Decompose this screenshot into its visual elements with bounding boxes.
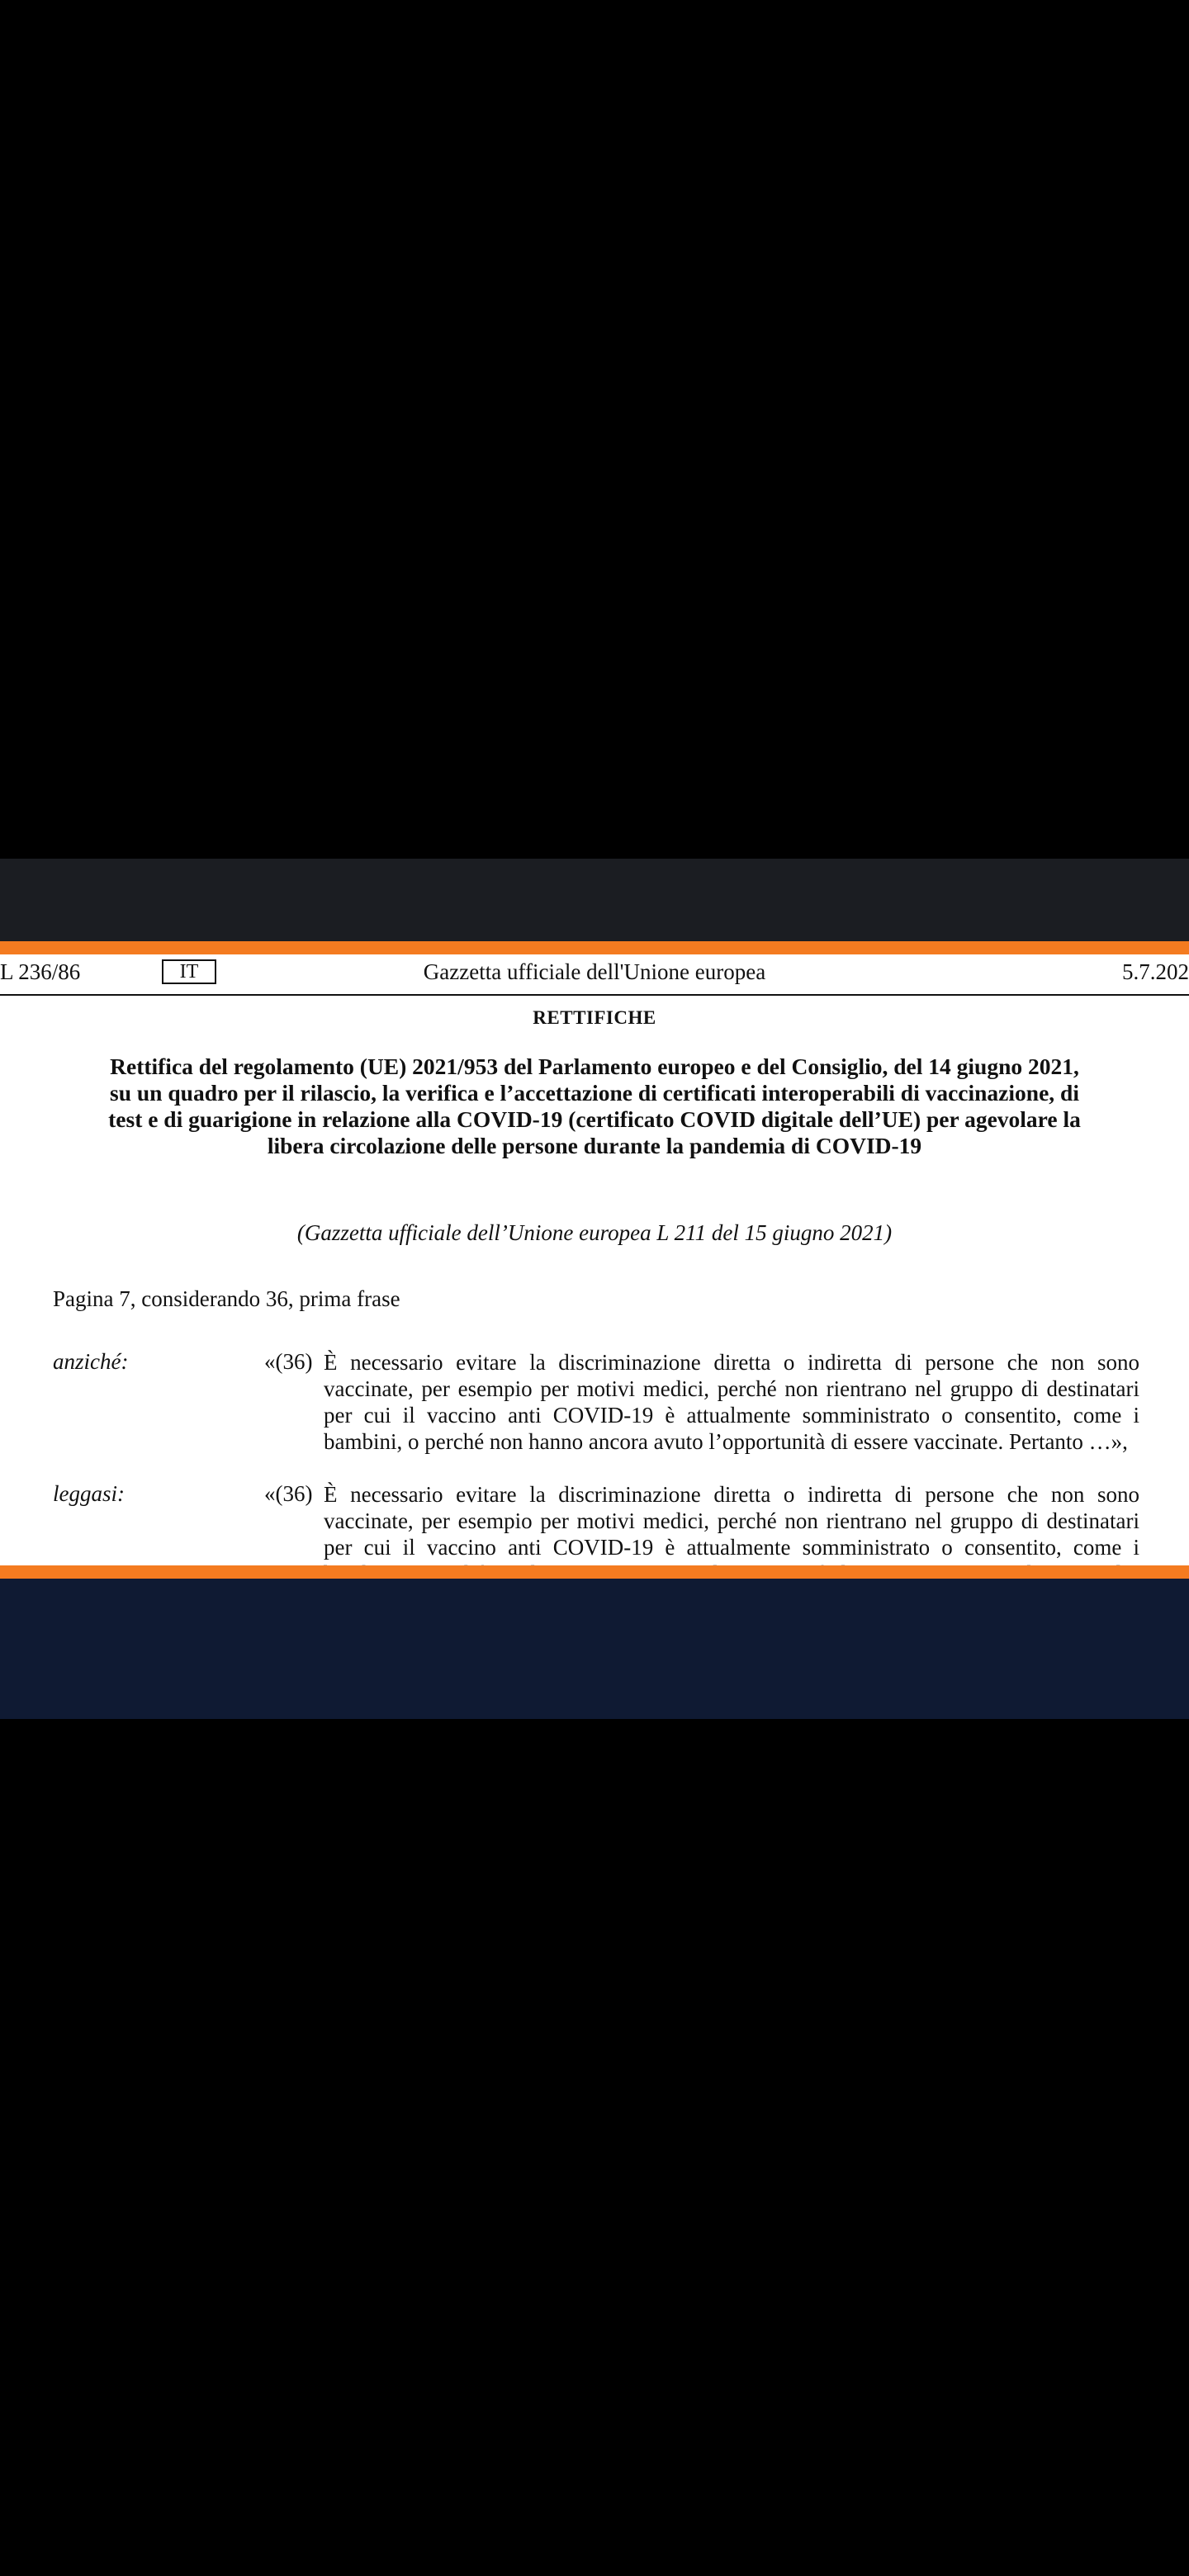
entry-label-instead: anziché: (53, 1349, 129, 1374)
bottom-navy-band (0, 1579, 1189, 1719)
publication-date: 5.7.202 (1122, 959, 1189, 984)
entry-text-read: È necessario evitare la discriminazione diretta o indiretta di persone che non sono vaccinate, per esempio per motivi medici, perché non rientrano nel gruppo di destinatari per cui il vaccino anti COVID-19 è attualmente somministrato o consentito, come i (324, 1482, 1139, 1560)
document-page (0, 954, 1189, 1565)
language-badge: IT (162, 959, 216, 984)
journal-header (0, 954, 1189, 992)
bottom-orange-stripe (0, 1565, 1189, 1579)
entry-text-instead: È necessario evitare la discriminazione diretta o indiretta di persone che non sono vaccinate, per esempio per motivi medici, perché non rientrano nel gruppo di destinatari per cui il vaccino anti COVID-19 è attualmente somministrato o consentito, come i bambini, o perché non hanno ancora avuto l’opportunità di essere vaccinate. Pertanto …», (324, 1350, 1139, 1454)
top-dark-band (0, 859, 1189, 941)
entry-number-read: «(36) (264, 1481, 313, 1506)
entry-label-read: leggasi: (53, 1481, 125, 1506)
top-orange-stripe (0, 941, 1189, 954)
header-rule (0, 994, 1189, 996)
document-title: Rettifica del regolamento (UE) 2021/953 del Parlamento europeo e del Consiglio, del 14 giugno 2021, su un quadro per il rilascio, la verifica e l’accettazione di certificati interoperabili di vaccinazione, di test e di guarigione in relazione alla COVID-19 (certificato COVID digitale dell’UE) per agevolare la libera circolazione delle persone durante la pandemia di COVID-19 (108, 1054, 1081, 1158)
page-reference-header: L 236/86 (0, 959, 81, 984)
section-title: RETTIFICHE (533, 1007, 656, 1028)
journal-name: Gazzetta ufficiale dell'Unione europea (423, 959, 766, 984)
gazette-reference: (Gazzetta ufficiale dell’Unione europea L 211 del 15 giugno 2021) (296, 1220, 893, 1245)
page-reference: Pagina 7, considerando 36, prima frase (53, 1286, 400, 1311)
entry-number-instead: «(36) (264, 1349, 313, 1374)
